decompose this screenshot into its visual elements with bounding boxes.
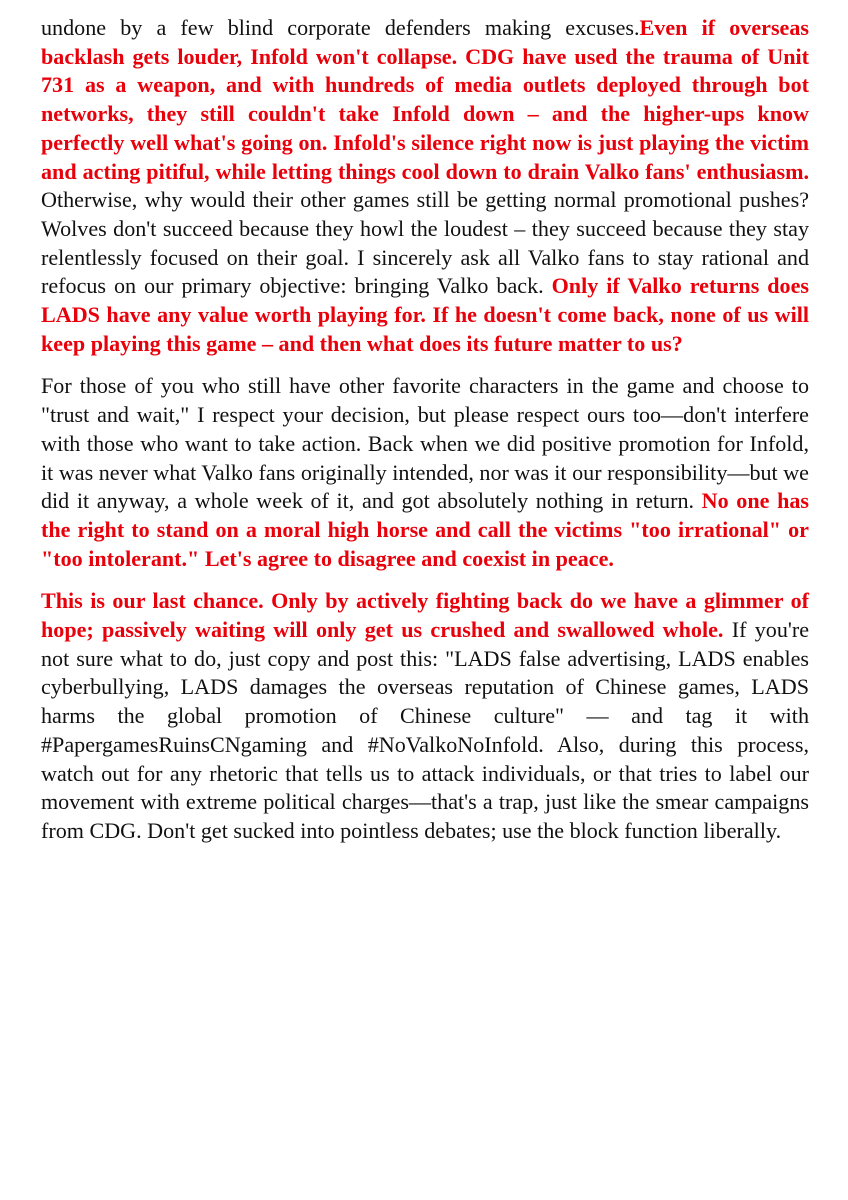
text-segment: undone by a few blind corporate defenders making excuses. <box>41 15 640 40</box>
emphasized-segment: Even if overseas backlash gets louder, Infold won't collapse. CDG have used the trauma of Unit 731 as a weapon, and with hundreds of media outlets deployed through bot networks, they still couldn't take Infold down – and the higher-ups know perfectly well what's going on. Infold's silence right now is just playing the victim and acting pitiful, while letting things cool down to drain Valko fans' enthusiasm. <box>41 15 809 184</box>
paragraph-3 <box>41 587 809 845</box>
emphasized-segment: This is our last chance. Only by actively fighting back do we have a glimmer of hope; passively waiting will only get us crushed and swallowed whole. <box>41 588 809 643</box>
emphasized-segment: Only if Valko returns does LADS have any value worth playing for. If he doesn't come back, none of us will keep playing this game – and then what does its future matter to us? <box>41 273 809 356</box>
paragraph-2 <box>41 372 809 573</box>
text-segment: If you're not sure what to do, just copy and post this: "LADS false advertising, LADS enables cyberbullying, LADS damages the overseas reputation of Chinese games, LADS harms the global promotion of Chinese culture" — and tag it with #PapergamesRuinsCNgaming and #NoValkoNoInfold. Also, during this process, watch out for any rhetoric that tells us to attack individuals, or that tries to label our movement with extreme political charges—that's a trap, just like the smear campaigns from CDG. Don't get sucked into pointless debates; use the block function liberally. <box>41 617 810 843</box>
paragraph-1 <box>41 14 809 358</box>
text-segment: Otherwise, why would their other games still be getting normal promotional pushes?Wolves don't succeed because they howl the loudest – they succeed because they stay relentlessly focused on their goal. I sincerely ask all Valko fans to stay rational and refocus on our primary objective: bringing Valko back. <box>41 187 809 299</box>
text-segment: For those of you who still have other favorite characters in the game and choose to "trust and wait," I respect your decision, but please respect ours too—don't interfere with those who want to take action. Back when we did positive promotion for Infold, it was never what Valko fans originally intended, nor was it our responsibility—but we did it anyway, a whole week of it, and got absolutely nothing in return. <box>41 373 809 514</box>
emphasized-segment: No one has the right to stand on a moral high horse and call the victims "too irrational" or "too intolerant." Let's agree to disagree and coexist in peace. <box>41 488 810 571</box>
document-page <box>41 14 809 860</box>
